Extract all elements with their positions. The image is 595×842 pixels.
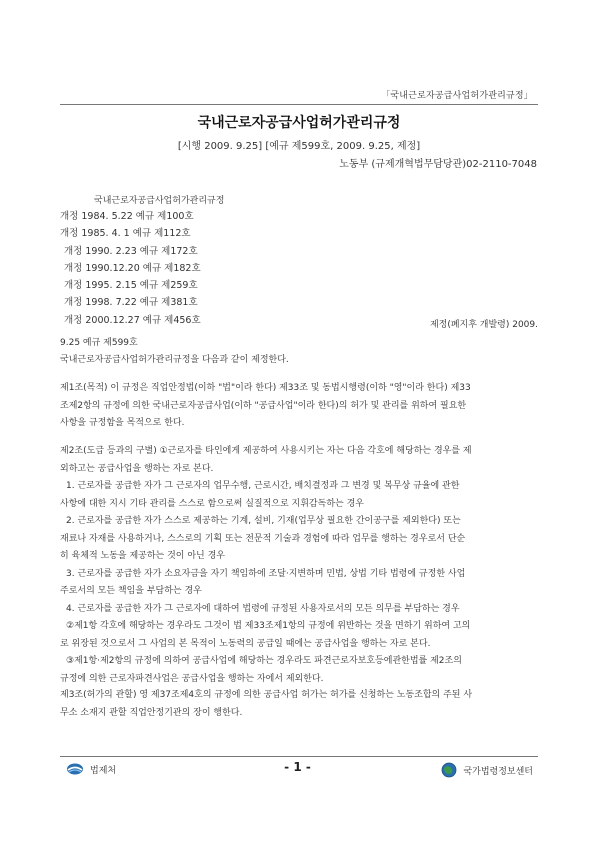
article-line: ②제1항 각호에 해당하는 경우라도 그것이 법 제33조제1항의 규정에 위반하는 것을 면하기 위하여 고의 — [66, 621, 471, 631]
footer-right — [441, 762, 533, 778]
article-line: 4. 근로자를 공급한 자가 그 근로자에 대하여 법령에 규정된 사용자로서의 모든 의무를 부담하는 경우 — [66, 603, 460, 614]
document-title: 국내근로자공급사업허가관리규정 — [197, 115, 401, 131]
amendment-history — [60, 208, 201, 329]
article-line: 2. 근로자를 공급한 자가 스스로 제공하는 기계, 설비, 기재(업무상 필요한 간이공구를 제외한다) 또는 — [66, 516, 461, 526]
document-tag: 「국내근로자공급사업허가관리규정」 — [381, 91, 533, 101]
article-1 — [60, 380, 538, 433]
law-center-globe-icon — [441, 762, 457, 778]
header-divider — [60, 104, 538, 105]
department-contact: 노동부 (규제개혁법무담당관)02-2110-7048 — [339, 159, 537, 170]
article-line: 주로서의 모든 책임을 부담하는 경우 — [60, 586, 202, 596]
article-line: 재료나 자재를 사용하거나, 스스로의 기획 또는 전문적 기술과 경험에 따라 업무를 행하는 경우로서 단순 — [60, 533, 466, 544]
history-item: 개정 2000.12.27 예규 제456호 — [64, 314, 201, 326]
article-line: 사항을 규정함을 목적으로 한다. — [60, 418, 185, 428]
article-line: 제3조(허가의 관할) 영 제37조제4호의 규정에 의한 공급사업 허가는 허가를 신청하는 노동조합의 주된 사 — [60, 690, 473, 700]
article-line: 1. 근로자를 공급한 자가 그 근로자의 업무수행, 근로시간, 배치결정과 그 변경 및 복무상 규율에 관한 — [66, 481, 460, 491]
history-item: 개정 1990. 2.23 예규 제172호 — [64, 245, 198, 257]
history-item: 개정 1990.12.20 예규 제182호 — [64, 262, 201, 274]
footer-right-label: 국가법령정보센터 — [463, 766, 533, 777]
enactment-line: 제정(폐지후 개발령) 2009. — [429, 320, 538, 330]
article-line: 무소 소재지 관할 직업안정기관의 장이 행한다. — [60, 707, 243, 718]
article-line: ③제1항·제2항의 규정에 의하여 공급사업에 해당하는 경우라도 파견근로자보호등에관한법률 제2조의 — [66, 656, 462, 666]
page-number: - 1 - — [284, 760, 311, 774]
article-line: 3. 근로자를 공급한 자가 소요자금을 자기 책임하에 조달·지변하며 민법, 상법 기타 법령에 규정한 사업 — [66, 568, 466, 579]
article-3 — [60, 687, 538, 722]
enactment-info: [시행 2009. 9.25] [예규 제599호, 2009. 9.25, 제정] — [177, 141, 421, 152]
article-line: 로 위장된 것으로서 그 사업의 본 목적이 노동력의 공급일 때에는 공급사업을 행하는 자로 본다. — [60, 638, 431, 649]
footer-left-label: 법제처 — [90, 765, 117, 776]
history-item: 개정 1984. 5.22 예규 제100호 — [60, 211, 194, 222]
enactment-block — [60, 317, 538, 370]
article-line: 제1조(목적) 이 규정은 직업안정법(이하 "법"이라 한다) 제33조 및 동법시행령(이하 "영"이라 한다) 제33 — [60, 383, 471, 393]
article-2 — [60, 443, 538, 688]
history-item: 개정 1998. 7.22 예규 제381호 — [64, 297, 198, 309]
footer-divider — [60, 756, 538, 757]
article-line: 제2조(도급 등과의 구별) ①근로자를 타인에게 제공하여 사용시키는 자는 다음 각호에 해당하는 경우를 제 — [60, 446, 472, 456]
article-line: 조제2항의 규정에 의한 국내근로자공급사업(이하 "공급사업"이라 한다)의 허가 및 관리를 위하여 필요한 — [60, 400, 467, 411]
history-item: 개정 1995. 2.15 예규 제259호 — [64, 280, 198, 292]
article-line: 외하고는 공급사업을 행하는 자로 본다. — [60, 463, 214, 474]
enactment-statement: 국내근로자공급사업허가관리규정을 다음과 같이 제정한다. — [60, 355, 289, 365]
enactment-line: 9.25 예규 제599호 — [60, 337, 138, 348]
history-item: 개정 1985. 4. 1 예규 제112호 — [60, 228, 191, 240]
article-line: 사항에 대한 지시 기타 관리를 스스로 함으로써 실질적으로 지휘감독하는 경우 — [60, 498, 364, 509]
article-line: 규정에 의한 근로자파견사업은 공급사업을 행하는 자에서 제외한다. — [60, 673, 324, 684]
article-line: 히 육체적 노동을 제공하는 것이 아닌 경우 — [60, 551, 225, 561]
history-title: 국내근로자공급사업허가관리규정 — [94, 196, 225, 206]
